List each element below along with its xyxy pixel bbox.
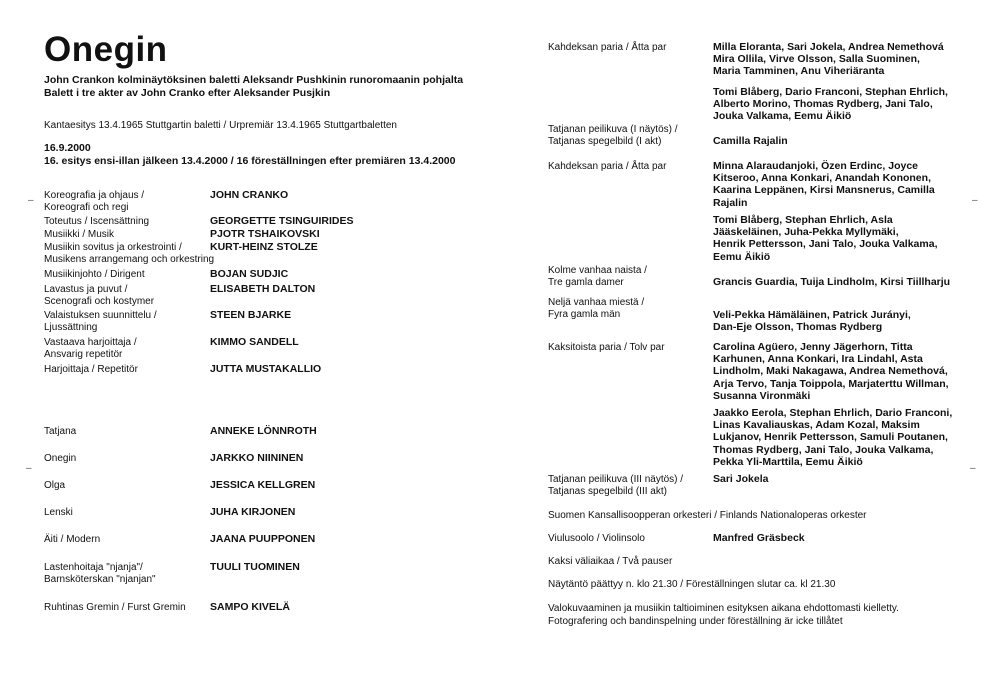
cast-role: Ruhtinas Gremin / Furst Gremin: [44, 602, 186, 613]
credit-label: Koreografia ja ohjaus / Koreografi och regi: [44, 190, 145, 214]
ensemble-label: Kolme vanhaa naista / Tre gamla damer: [548, 265, 647, 289]
ensemble-dancers: Tomi Blåberg, Stephan Ehrlich, Asla Jääskeläinen, Juha-Pekka Myllymäki, Henrik Pettersson, Jani Talo, Jouka Valkama, Eemu Äikiö: [713, 214, 938, 263]
intermissions-line: Kaksi väliaikaa / Två pauser: [548, 556, 673, 567]
cast-dancer: TUULI TUOMINEN: [210, 561, 300, 573]
premiere-info: Kantaesitys 13.4.1965 Stuttgartin baletti / Urpremiär 13.4.1965 Stuttgartbaletten: [44, 120, 397, 131]
credit-value: KURT-HEINZ STOLZE: [210, 241, 318, 253]
fold-mark: –: [28, 195, 34, 206]
credit-label: Toteutus / Iscensättning: [44, 216, 150, 227]
subtitle-swedish: Balett i tre akter av John Cranko efter Aleksander Pusjkin: [44, 87, 331, 99]
violin-solo-name: Manfred Gräsbeck: [713, 532, 805, 544]
right-page: [500, 0, 1000, 698]
violin-solo-label: Viulusoolo / Violinsolo: [548, 533, 645, 544]
cast-dancer: JARKKO NIININEN: [210, 452, 304, 464]
subtitle-finnish: John Crankon kolminäytöksinen baletti Aleksandr Pushkinin runoromaanin pohjalta: [44, 74, 464, 86]
ensemble-label: Kahdeksan paria / Åtta par: [548, 161, 667, 172]
ensemble-label: Tatjanan peilikuva (III näytös) / Tatjanas spegelbild (III akt): [548, 474, 684, 498]
ensemble-label: Kahdeksan paria / Åtta par: [548, 42, 667, 53]
ensemble-dancers: Minna Alaraudanjoki, Özen Erdinc, Joyce Kitseroo, Anna Konkari, Anandah Kononen, Kaarina Leppänen, Kirsi Mansnerus, Camilla Rajalin: [713, 160, 935, 209]
performance-number: 16. esitys ensi-illan jälkeen 13.4.2000 / 16 föreställningen efter premiären 13.4.2000: [44, 155, 456, 167]
ensemble-dancers: Sari Jokela: [713, 473, 769, 485]
ensemble-dancers: Camilla Rajalin: [713, 135, 788, 147]
page-title: Onegin: [44, 30, 168, 69]
fold-mark: –: [972, 195, 978, 206]
cast-role: Lenski: [44, 507, 73, 518]
ensemble-dancers: Grancis Guardia, Tuija Lindholm, Kirsi Tiillharju: [713, 276, 951, 288]
end-time-line: Näytäntö päättyy n. klo 21.30 / Föreställningen slutar ca. kl 21.30: [548, 579, 836, 590]
credit-value: JUTTA MUSTAKALLIO: [210, 363, 322, 375]
cast-dancer: JAANA PUUPPONEN: [210, 533, 316, 545]
cast-role: Olga: [44, 480, 66, 491]
ensemble-dancers: Carolina Agüero, Jenny Jägerhorn, Titta Karhunen, Anna Konkari, Ira Lindahl, Asta Lindholm, Maki Nakagawa, Andrea Nemethová, Arja Tervo, Tanja Toippola, Marjaterttu Willman, Susanna Vironmäki: [713, 341, 949, 402]
credit-label: Lavastus ja puvut / Scenografi och kostymer: [44, 284, 155, 308]
orchestra-line: Suomen Kansallisoopperan orkesteri / Finlands Nationaloperas orkester: [548, 510, 867, 521]
ensemble-label: Tatjanan peilikuva (I näytös) / Tatjanas spegelbild (I akt): [548, 124, 678, 148]
ensemble-dancers: Milla Eloranta, Sari Jokela, Andrea Nemethová Mira Ollila, Virve Olsson, Salla Suominen, Maria Tamminen, Anu Viheriäranta: [713, 41, 944, 78]
credit-value: STEEN BJARKE: [210, 309, 292, 321]
credit-label: Musiikin sovitus ja orkestrointi / Musikens arrangemang och orkestring: [44, 242, 215, 266]
ensemble-label: Kaksitoista paria / Tolv par: [548, 342, 665, 353]
cast-dancer: ANNEKE LÖNNROTH: [210, 425, 317, 437]
credit-value: BOJAN SUDJIC: [210, 268, 289, 280]
cast-role: Tatjana: [44, 426, 77, 437]
credit-label: Harjoittaja / Repetitör: [44, 364, 138, 375]
fold-mark: –: [970, 463, 976, 474]
cast-role: Onegin: [44, 453, 77, 464]
ensemble-dancers: Tomi Blåberg, Dario Franconi, Stephan Ehrlich, Alberto Morino, Thomas Rydberg, Jani Talo, Jouka Valkama, Eemu Äikiö: [713, 86, 948, 123]
credit-label: Musiikinjohto / Dirigent: [44, 269, 145, 280]
performance-date: 16.9.2000: [44, 142, 91, 154]
cast-role: Lastenhoitaja "njanja"/ Barnsköterskan "njanjan": [44, 562, 156, 586]
fold-mark: –: [26, 463, 32, 474]
credit-value: JOHN CRANKO: [210, 189, 289, 201]
credit-label: Vastaava harjoittaja / Ansvarig repetitör: [44, 337, 137, 361]
cast-role: Äiti / Modern: [44, 534, 101, 545]
credit-value: PJOTR TSHAIKOVSKI: [210, 228, 320, 240]
photo-notice-finnish: Valokuvaaminen ja musiikin taltioiminen esityksen aikana ehdottomasti kielletty.: [548, 603, 899, 614]
credit-value: GEORGETTE TSINGUIRIDES: [210, 215, 354, 227]
cast-dancer: SAMPO KIVELÄ: [210, 601, 290, 613]
photo-notice-swedish: Fotografering och bandinspelning under föreställning är icke tillåtet: [548, 616, 843, 627]
credit-value: ELISABETH DALTON: [210, 283, 316, 295]
credit-value: KIMMO SANDELL: [210, 336, 299, 348]
ensemble-dancers: Veli-Pekka Hämäläinen, Patrick Jurányi, Dan-Eje Olsson, Thomas Rydberg: [713, 309, 911, 334]
cast-dancer: JESSICA KELLGREN: [210, 479, 316, 491]
ensemble-label: Neljä vanhaa miestä / Fyra gamla män: [548, 297, 645, 321]
credit-label: Valaistuksen suunnittelu / Ljussättning: [44, 310, 157, 334]
ensemble-dancers: Jaakko Eerola, Stephan Ehrlich, Dario Franconi, Linas Kavaliauskas, Adam Kozal, Maksim Lukjanov, Henrik Pettersson, Samuli Poutanen, Thomas Rydberg, Jani Talo, Jouka Valkama, Pekka Yli-Marttila, Eemu Äikiö: [713, 407, 953, 468]
credit-label: Musiikki / Musik: [44, 229, 115, 240]
cast-dancer: JUHA KIRJONEN: [210, 506, 296, 518]
